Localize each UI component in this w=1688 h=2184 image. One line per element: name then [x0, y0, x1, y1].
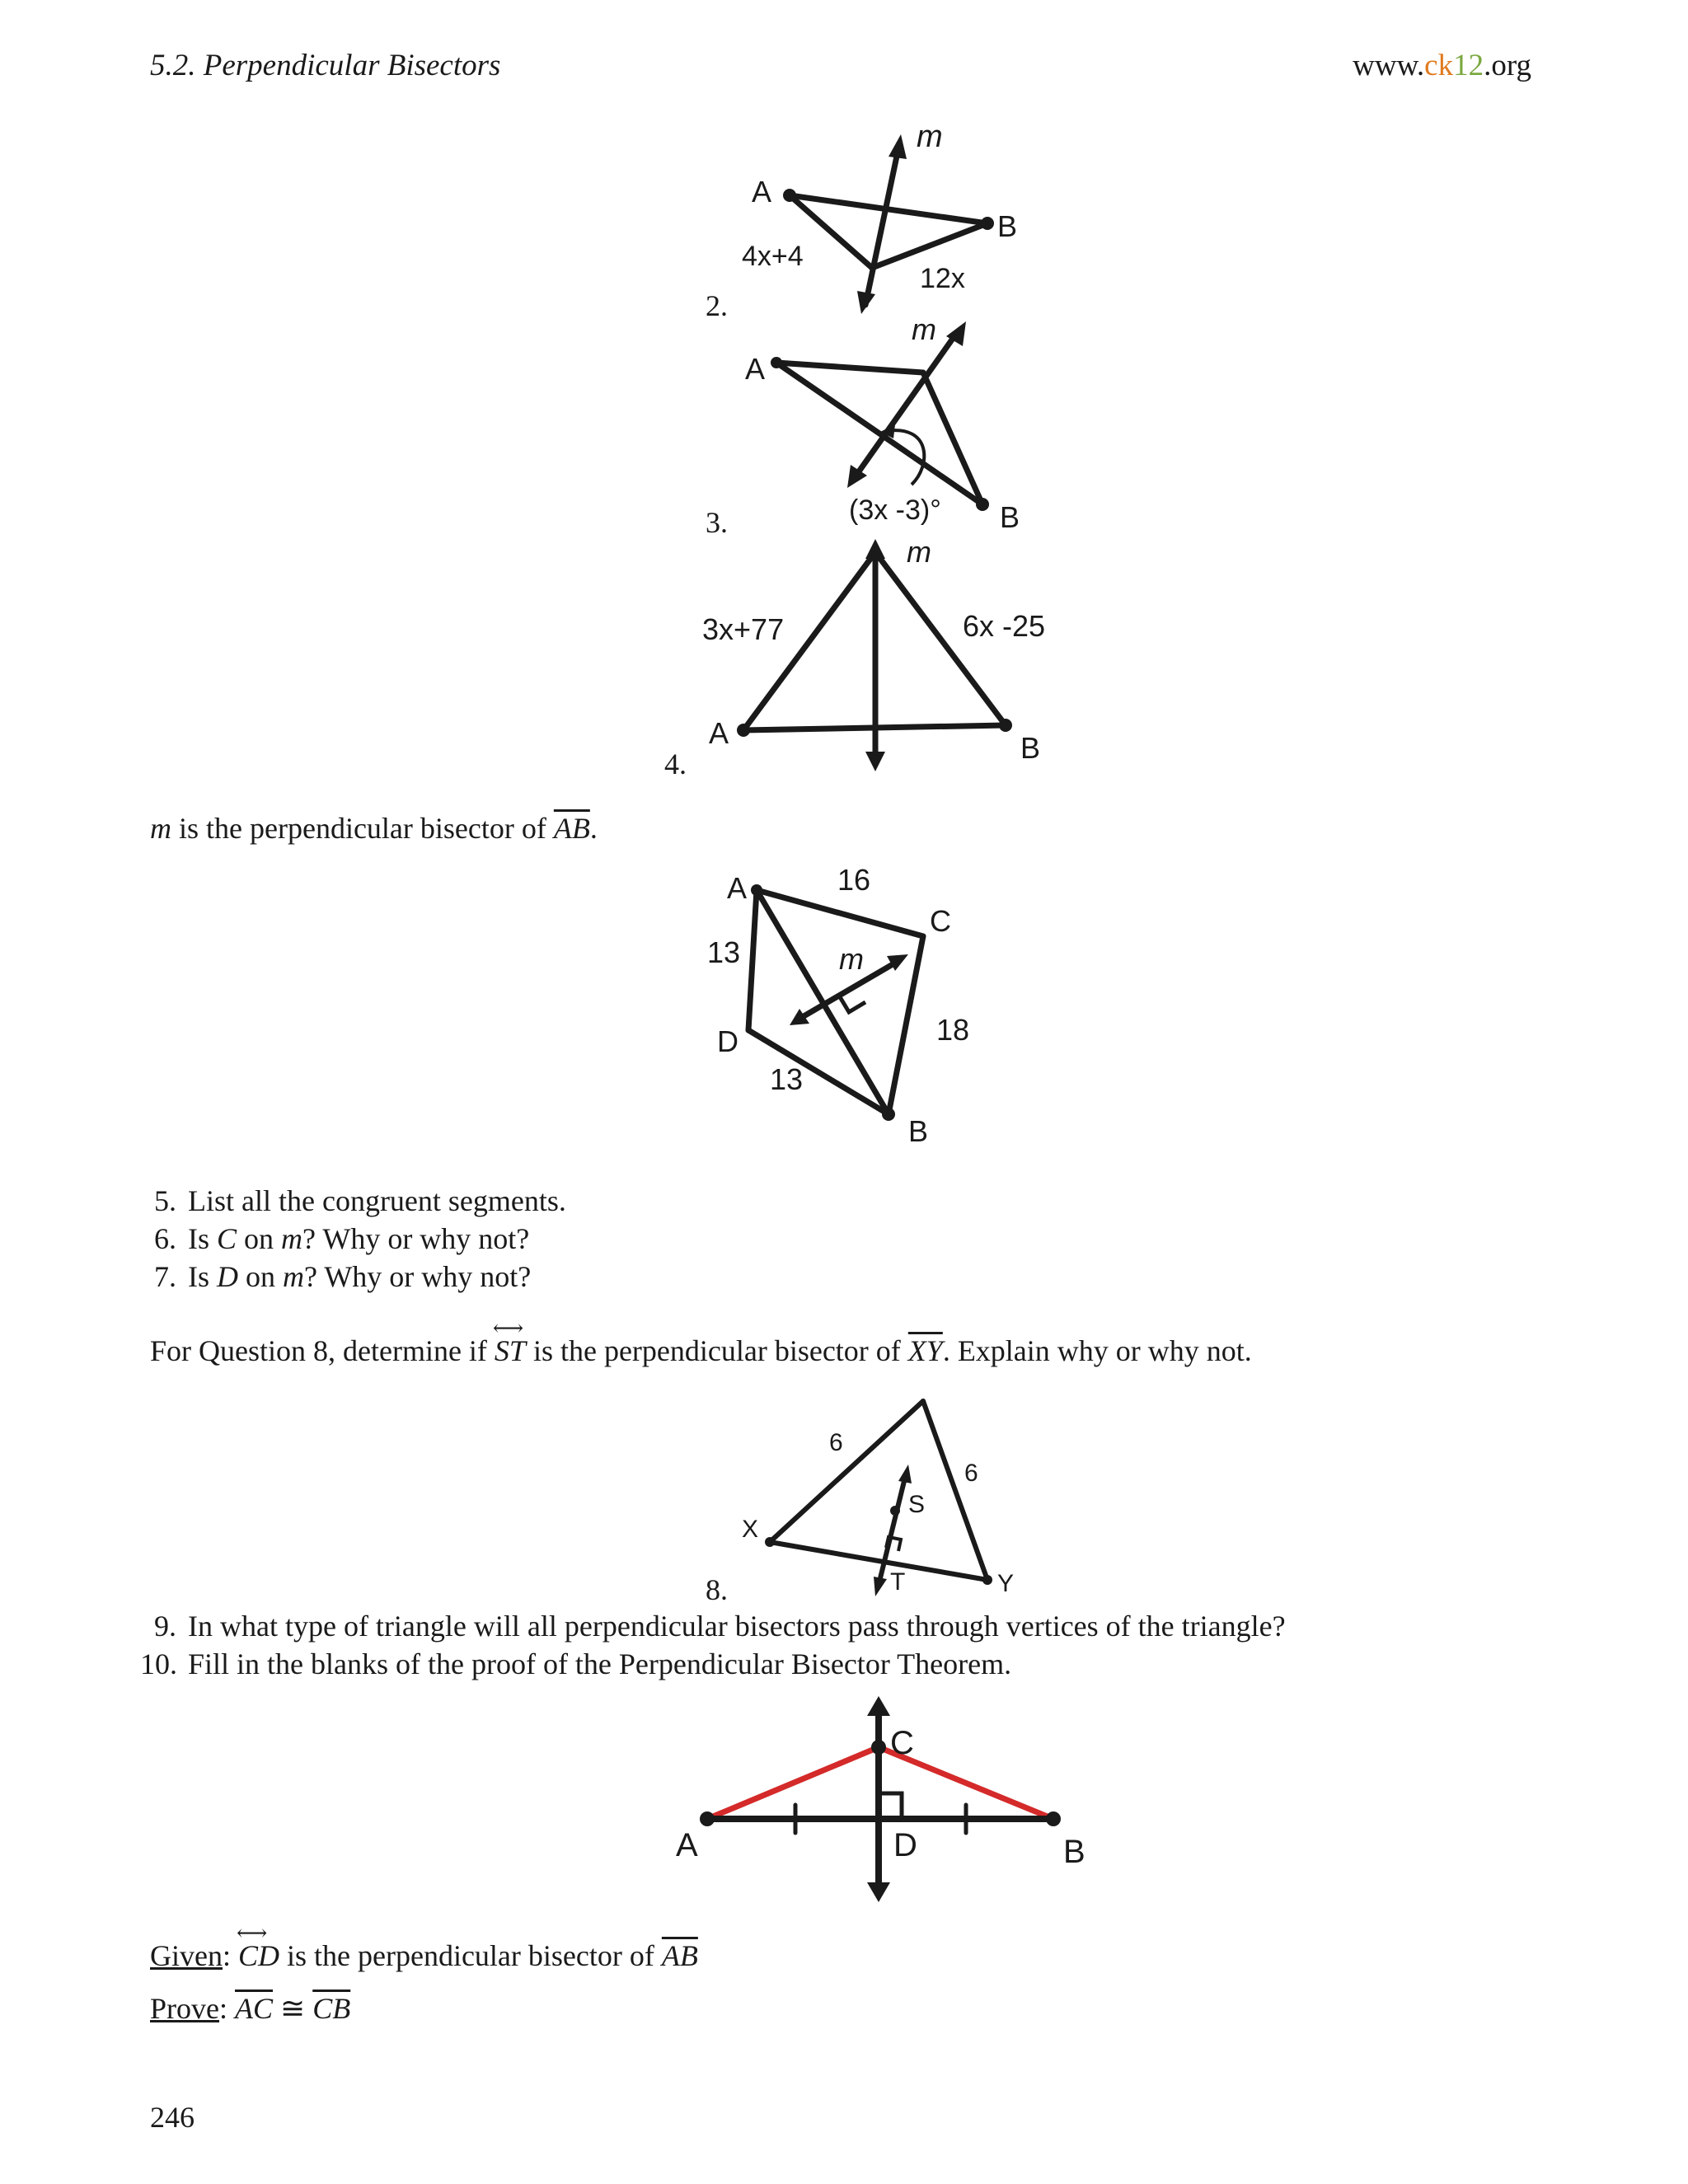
- prove-line: Prove: $\overline{AC}$ ≅ $\overline{CB}$: [150, 1992, 351, 2025]
- fig2-label-a: A: [752, 175, 772, 209]
- fig10-label-b: B: [1063, 1834, 1085, 1870]
- fig8-len-left: 6: [829, 1429, 843, 1456]
- fig8-label-t: T: [890, 1568, 906, 1596]
- question-6: 6. Is C on m? Why or why not?: [154, 1222, 530, 1255]
- kite-label-a: A: [727, 871, 748, 905]
- figure-10: [659, 1690, 1104, 1912]
- fig2-right-expr: 12x: [920, 263, 965, 294]
- given-line: Given: ⟷ CD is the perpendicular bisector of $\overline{AB}$: [150, 1938, 698, 1974]
- figure-2: [725, 120, 1088, 326]
- site-suffix: .org: [1484, 49, 1531, 82]
- fig2-label-b: B: [997, 209, 1018, 243]
- question-7: 7. Is D on m? Why or why not?: [154, 1260, 532, 1293]
- site-12: 12: [1453, 49, 1484, 82]
- fig10-label-c: C: [890, 1725, 914, 1761]
- question-10: 10. Fill in the blanks of the proof of the Perpendicular Bisector Theorem.: [140, 1647, 1012, 1680]
- fig2-label-m: m: [917, 120, 943, 154]
- fig10-label-d: D: [893, 1827, 917, 1863]
- fig4-left-expr: 3x+77: [702, 612, 785, 646]
- fig3-label-a: A: [745, 352, 766, 386]
- statement-segment: $\overline{AB}$: [553, 812, 590, 845]
- statement-m: m: [150, 812, 171, 845]
- kite-len-ad: 13: [707, 935, 741, 969]
- kite-label-b: B: [908, 1114, 929, 1148]
- fig2-number: 2.: [706, 289, 728, 322]
- line-cd: ⟷ CD: [237, 1921, 280, 1972]
- section-title: 5.2. Perpendicular Bisectors: [150, 49, 501, 82]
- figure-3: [725, 305, 1088, 544]
- fig2-left-expr: 4x+4: [742, 241, 804, 272]
- fig8-label-x: X: [742, 1516, 759, 1543]
- site-ck: ck: [1424, 49, 1454, 82]
- fig3-label-b: B: [1000, 500, 1020, 534]
- fig3-angle-expr: (3x -3)°: [849, 494, 941, 526]
- fig4-number: 4.: [664, 748, 687, 780]
- fig4-label-m: m: [907, 535, 931, 569]
- kite-label-m: m: [839, 942, 864, 976]
- kite-len-ac: 16: [837, 863, 871, 897]
- q8-intro: For Question 8, determine if ⟷ ST is the perpendicular bisector of $\overline{XY}$. Explain why or why not.: [150, 1333, 1252, 1369]
- fig4-label-b: B: [1020, 731, 1041, 765]
- bisector-statement: [150, 811, 598, 846]
- fig8-label-y: Y: [997, 1570, 1015, 1597]
- site-prefix: www.: [1353, 49, 1425, 82]
- statement-end: .: [589, 812, 598, 845]
- fig10-label-a: A: [676, 1827, 698, 1863]
- fig8-len-right: 6: [964, 1460, 978, 1487]
- line-st: ⟷ ST: [492, 1316, 526, 1367]
- site-url[interactable]: [1353, 48, 1531, 83]
- given-label: Given: [150, 1939, 223, 1972]
- question-9: 9. In what type of triangle will all perpendicular bisectors pass through vertices of the triangle?: [154, 1610, 1286, 1643]
- kite-label-d: D: [717, 1024, 738, 1058]
- figure-kite: [692, 857, 1039, 1154]
- kite-len-cb: 18: [936, 1013, 970, 1047]
- fig3-label-m: m: [912, 312, 936, 346]
- kite-len-db: 13: [770, 1062, 804, 1096]
- statement-text: is the perpendicular bisector of: [171, 812, 554, 845]
- question-5: 5. List all the congruent segments.: [154, 1184, 566, 1217]
- figure-4: [692, 527, 1088, 783]
- fig4-label-a: A: [709, 716, 729, 750]
- fig8-number: 8.: [706, 1573, 728, 1606]
- prove-label: Prove: [150, 1992, 219, 2025]
- fig3-number: 3.: [706, 506, 728, 539]
- fig4-right-expr: 6x -25: [963, 609, 1046, 643]
- figure-8: [725, 1389, 1055, 1603]
- page-number: 246: [150, 2101, 195, 2134]
- fig8-label-s: S: [908, 1491, 926, 1518]
- kite-label-c: C: [930, 904, 951, 938]
